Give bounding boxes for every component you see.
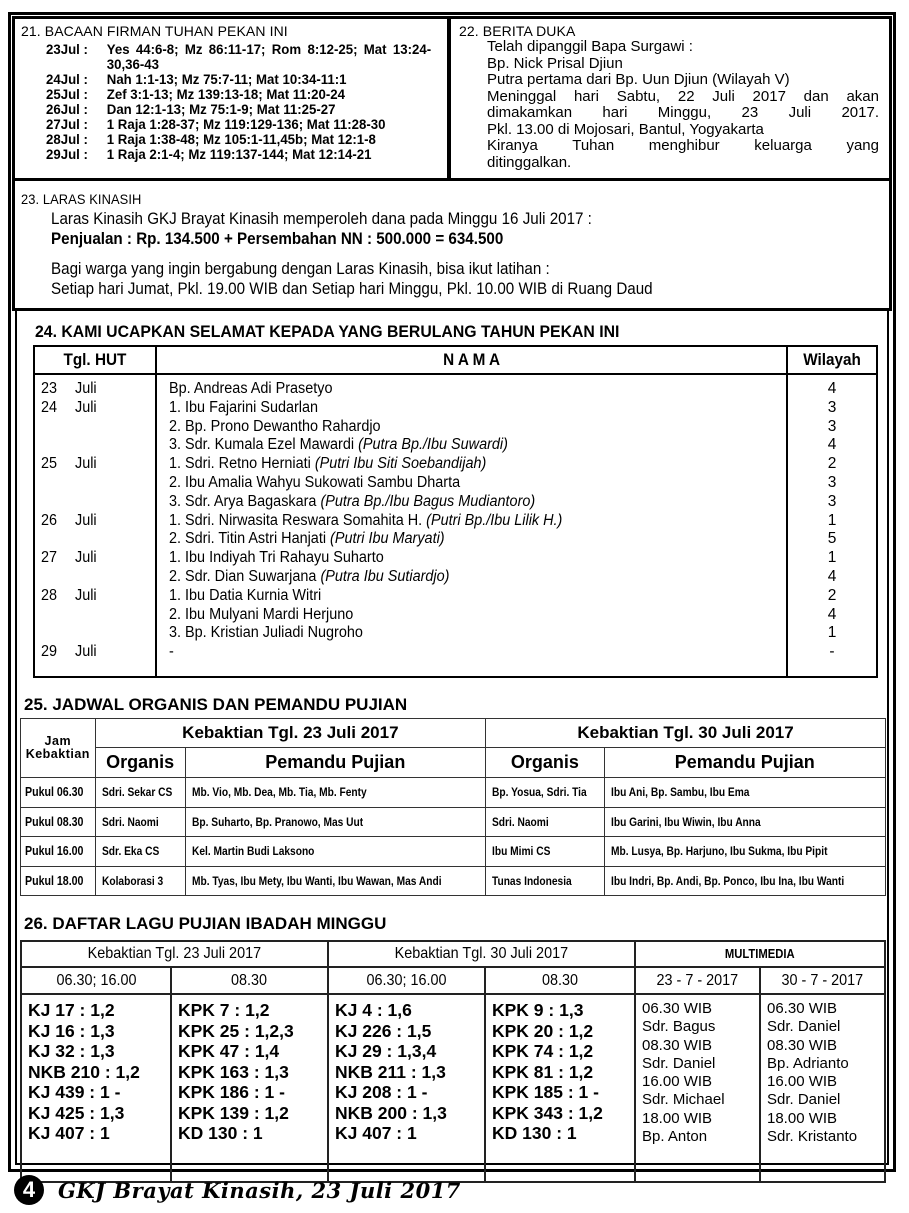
laras-fund-total: Penjualan : Rp. 134.500 + Persembahan NN : 500.000 = 634.500 xyxy=(51,230,504,248)
region-column xyxy=(787,374,877,677)
birthday-name: 2. Sdri. Titin Astri Hanjati (Putri Ibu Maryati) xyxy=(169,530,445,548)
birthday-region: 2 xyxy=(827,586,837,604)
header-pemandu: Pemandu Pujian xyxy=(185,748,486,778)
header-region: Wilayah xyxy=(787,346,877,374)
birthday-name: 1. Sdri. Nirwasita Reswara Somahita H. (Putri Bp./Ibu Lilik H.) xyxy=(169,511,563,529)
header-organis: Organis xyxy=(486,748,605,778)
reading-row xyxy=(46,102,431,117)
song-column: KJ 4 : 1,6 KJ 226 : 1,5 KJ 29 : 1,3,4 NKB 211 : 1,3 KJ 208 : 1 - NKB 200 : 1,3 KJ 407 : 1 xyxy=(328,994,485,1182)
birthday-date: 27 Juli xyxy=(41,549,97,567)
table-row: Pukul 18.00 Kolaborasi 3 Mb. Tyas, Ibu Mety, Ibu Wanti, Ibu Wawan, Mas Andi Tunas Indonesia Ibu Indri, Bp. Andi, Bp. Ponco, Ibu Ina, Ibu Wanti xyxy=(21,866,886,896)
header-service-2: Kebaktian Tgl. 30 Juli 2017 xyxy=(486,719,886,748)
song-column: KJ 17 : 1,2 KJ 16 : 1,3 KJ 32 : 1,3 NKB 210 : 1,2 KJ 439 : 1 - KJ 425 : 1,3 KJ 407 : 1 xyxy=(21,994,171,1182)
header-time: 06.30; 16.00 xyxy=(328,967,485,994)
birthday-region: 4 xyxy=(827,380,837,397)
section-title-song-list: 26. DAFTAR LAGU PUJIAN IBADAH MINGGU xyxy=(24,914,387,933)
table-row: Pukul 16.00 Sdr. Eka CS Kel. Martin Budi Laksono Ibu Mimi CS Mb. Lusya, Bp. Harjuno, Ibu Sukma, Ibu Pipit xyxy=(21,837,886,867)
header-service-1: Kebaktian Tgl. 23 Juli 2017 xyxy=(21,941,328,967)
section-title-birthdays: 24. KAMI UCAPKAN SELAMAT KEPADA YANG BERULANG TAHUN PEKAN INI xyxy=(35,322,620,341)
obituary-line: Kiranya Tuhan menghibur keluarga yang xyxy=(487,137,879,154)
reading-text: Dan 12:1-13; Mz 75:1-9; Mat 11:25-27 xyxy=(106,102,336,117)
page-footer xyxy=(14,1175,461,1205)
reading-row xyxy=(46,87,431,102)
reading-text: 1 Raja 1:28-37; Mz 119:129-136; Mat 11:28-30 xyxy=(106,117,386,132)
birthday-name: 2. Ibu Mulyani Mardi Herjuno xyxy=(169,605,354,623)
birthday-date: 25 Juli xyxy=(41,455,97,473)
birthday-name: Bp. Andreas Adi Prasetyo xyxy=(169,380,333,397)
header-date: Tgl. HUT xyxy=(34,346,156,374)
birthday-name: 3. Bp. Kristian Juliadi Nugroho xyxy=(169,624,363,642)
reading-day: 24Jul : xyxy=(46,72,88,87)
birthday-name: 3. Sdr. Arya Bagaskara (Putra Bp./Ibu Bagus Mudiantoro) xyxy=(169,492,536,510)
birthday-region: 3 xyxy=(827,417,837,435)
obituary-line: Bp. Nick Prisal Djiun xyxy=(487,54,623,72)
reading-text: Nah 1:1-13; Mz 75:7-11; Mat 10:34-11:1 xyxy=(106,72,347,87)
page-number-badge: 4 xyxy=(14,1175,44,1205)
multimedia-column: 06.30 WIB Sdr. Daniel 08.30 WIB Bp. Adrianto 16.00 WIB Sdr. Daniel 18.00 WIB Sdr. Kristanto xyxy=(760,994,885,1182)
reading-row xyxy=(46,42,431,72)
reading-row xyxy=(46,117,431,132)
organist-schedule-table xyxy=(20,718,886,896)
section-laras-kinasih xyxy=(12,181,892,311)
birthday-region: 3 xyxy=(827,473,837,491)
birthday-name: 1. Ibu Fajarini Sudarlan xyxy=(169,398,319,416)
laras-schedule: Setiap hari Jumat, Pkl. 19.00 WIB dan Setiap hari Minggu, Pkl. 10.00 WIB di Ruang Daud xyxy=(51,280,653,298)
reading-day: 26Jul : xyxy=(46,102,88,117)
section-title-organist-schedule: 25. JADWAL ORGANIS DAN PEMANDU PUJIAN xyxy=(24,695,408,714)
obituary-line: ditinggalkan. xyxy=(487,153,572,171)
header-service-2: Kebaktian Tgl. 30 Juli 2017 xyxy=(328,941,635,967)
header-time: 08.30 xyxy=(171,967,328,994)
birthday-region: 3 xyxy=(827,492,837,510)
birthday-region: 1 xyxy=(827,511,837,529)
obituary-text xyxy=(487,39,879,171)
birthday-name: 1. Ibu Indiyah Tri Rahayu Suharto xyxy=(169,549,384,567)
reading-row xyxy=(46,72,431,87)
header-organis: Organis xyxy=(95,748,185,778)
reading-day: 25Jul : xyxy=(46,87,88,102)
birthday-region: - xyxy=(829,643,835,661)
obituary-line: Pkl. 13.00 di Mojosari, Bantul, Yogyakarta xyxy=(487,120,764,138)
section-title: 21. BACAAN FIRMAN TUHAN PEKAN INI xyxy=(21,23,288,39)
reading-text: 1 Raja 2:1-4; Mz 119:137-144; Mat 12:14-21 xyxy=(106,147,372,162)
header-name: N A M A xyxy=(156,346,787,374)
obituary-line: Telah dipanggil Bapa Surgawi : xyxy=(487,38,693,55)
reading-text: 1 Raja 1:38-48; Mz 105:1-11,45b; Mat 12:1-8 xyxy=(106,132,376,147)
obituary-line: dimakamkan hari Minggu, 23 Juli 2017. xyxy=(487,104,879,121)
birthday-region: 1 xyxy=(827,549,837,567)
section-berita-duka xyxy=(451,16,892,181)
footer-title: GKJ Brayat Kinasih, 23 Juli 2017 xyxy=(58,1177,461,1203)
birthday-date: 23 Juli xyxy=(41,380,97,397)
birthday-region: 3 xyxy=(827,398,837,416)
laras-kinasih-text xyxy=(51,209,813,299)
header-date: 30 - 7 - 2017 xyxy=(760,967,885,994)
reading-text: Yes 44:6-8; Mz 86:11-17; Rom 8:12-25; Mat 13:24-30,36-43 xyxy=(106,42,432,72)
birthday-date: 29 Juli xyxy=(41,643,97,661)
section-title: 23. LARAS KINASIH xyxy=(21,191,142,207)
header-service-1: Kebaktian Tgl. 23 Juli 2017 xyxy=(95,719,485,748)
reading-day: 27Jul : xyxy=(46,117,88,132)
birthday-date: 24 Juli xyxy=(41,398,97,416)
birthday-name: 2. Bp. Prono Dewantho Rahardjo xyxy=(169,417,381,435)
reading-day: 29Jul : xyxy=(46,147,88,162)
reading-list xyxy=(46,42,431,162)
section-bacaan-firman xyxy=(12,16,451,181)
reading-text: Zef 3:1-13; Mz 139:13-18; Mat 11:20-24 xyxy=(106,87,346,102)
table-row: Pukul 06.30 Sdri. Sekar CS Mb. Vio, Mb. Dea, Mb. Tia, Mb. Fenty Bp. Yosua, Sdri. Tia Ibu Ani, Bp. Sambu, Ibu Ema xyxy=(21,778,886,808)
table-row: Pukul 08.30 Sdri. Naomi Bp. Suharto, Bp. Pranowo, Mas Uut Sdri. Naomi Ibu Garini, Ibu Wiwin, Ibu Anna xyxy=(21,807,886,837)
birthday-name: 1. Sdri. Retno Herniati (Putri Ibu Siti Soebandijah) xyxy=(169,455,487,473)
multimedia-column: 06.30 WIB Sdr. Bagus 08.30 WIB Sdr. Daniel 16.00 WIB Sdr. Michael 18.00 WIB Bp. Anton xyxy=(635,994,760,1182)
song-column: KPK 7 : 1,2 KPK 25 : 1,2,3 KPK 47 : 1,4 KPK 163 : 1,3 KPK 186 : 1 - KPK 139 : 1,2 KD 130 : 1 xyxy=(171,994,328,1182)
header-date: 23 - 7 - 2017 xyxy=(635,967,760,994)
laras-line: Laras Kinasih GKJ Brayat Kinasih memperoleh dana pada Minggu 16 Juli 2017 : xyxy=(51,210,592,228)
song-list-table xyxy=(20,940,886,1183)
header-time: 08.30 xyxy=(485,967,635,994)
reading-day: 28Jul : xyxy=(46,132,88,147)
song-column: KPK 9 : 1,3 KPK 20 : 1,2 KPK 74 : 1,2 KPK 81 : 1,2 KPK 185 : 1 - KPK 343 : 1,2 KD 130 : 1 xyxy=(485,994,635,1182)
header-pemandu: Pemandu Pujian xyxy=(604,748,885,778)
birthday-name: - xyxy=(169,643,174,661)
laras-line: Bagi warga yang ingin bergabung dengan Laras Kinasih, bisa ikut latihan : xyxy=(51,260,550,278)
birthday-region: 4 xyxy=(827,436,837,454)
birthday-date: 26 Juli xyxy=(41,511,97,529)
reading-row xyxy=(46,147,431,162)
birthday-region: 5 xyxy=(827,530,837,548)
birthday-region: 1 xyxy=(827,624,837,642)
birthday-name: 3. Sdr. Kumala Ezel Mawardi (Putra Bp./Ibu Suwardi) xyxy=(169,436,508,454)
reading-day: 23Jul : xyxy=(46,42,88,57)
birthday-date: 28 Juli xyxy=(41,586,97,604)
birthday-name: 2. Sdr. Dian Suwarjana (Putra Ibu Sutiardjo) xyxy=(169,567,450,585)
header-multimedia: MULTIMEDIA xyxy=(635,941,885,967)
name-column xyxy=(156,374,787,677)
birthday-name: 2. Ibu Amalia Wahyu Sukowati Sambu Dharta xyxy=(169,473,461,491)
header-service-time: Jam Kebaktian xyxy=(21,719,96,778)
date-column xyxy=(34,374,156,677)
reading-row xyxy=(46,132,431,147)
birthday-name: 1. Ibu Datia Kurnia Witri xyxy=(169,586,322,604)
obituary-line: Putra pertama dari Bp. Uun Djiun (Wilayah V) xyxy=(487,71,790,88)
header-time: 06.30; 16.00 xyxy=(21,967,171,994)
section-title: 22. BERITA DUKA xyxy=(459,23,576,39)
obituary-line: Meninggal hari Sabtu, 22 Juli 2017 dan akan xyxy=(487,87,879,105)
birthday-table xyxy=(33,345,878,678)
birthday-region: 4 xyxy=(827,605,837,623)
birthday-region: 2 xyxy=(827,455,837,473)
birthday-region: 4 xyxy=(827,567,837,585)
